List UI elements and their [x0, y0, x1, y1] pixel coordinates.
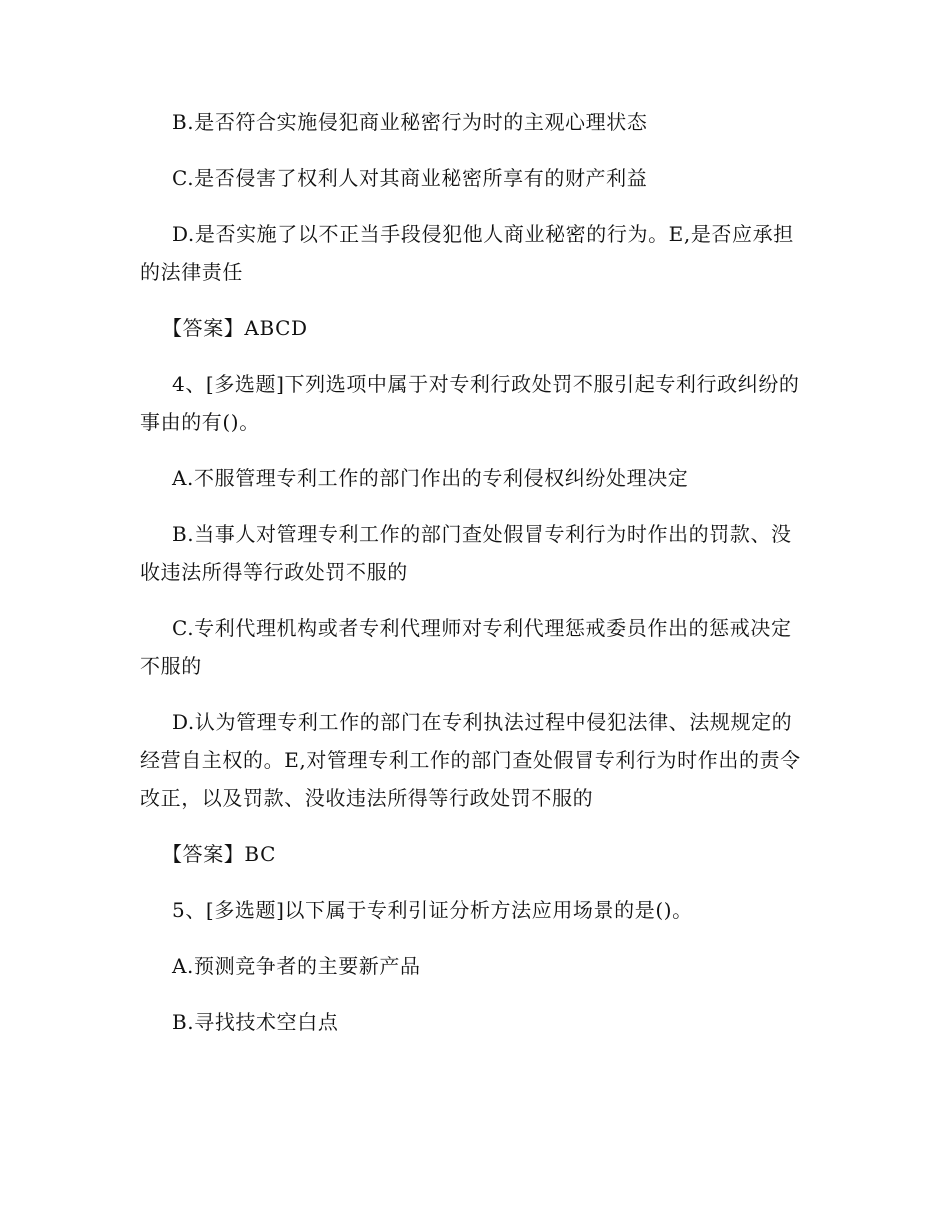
q4-question: 4、[多选题]下列选项中属于对专利行政处罚不服引起专利行政纠纷的事由的有()。 — [140, 372, 800, 434]
q4-option-a: A.不服管理专利工作的部门作出的专利侵权纠纷处理决定 — [172, 466, 689, 490]
q5-option-a: A.预测竞争者的主要新产品 — [172, 954, 421, 978]
document-body — [140, 103, 810, 1059]
q3-answer: 【答案】ABCD — [162, 316, 308, 340]
q3-option-b: B.是否符合实施侵犯商业秘密行为时的主观心理状态 — [172, 110, 648, 134]
q4-option-c: C.专利代理机构或者专利代理师对专利代理惩戒委员作出的惩戒决定不服的 — [140, 616, 792, 678]
q3-option-c: C.是否侵害了权利人对其商业秘密所享有的财产利益 — [172, 166, 648, 190]
q5-question: 5、[多选题]以下属于专利引证分析方法应用场景的是()。 — [172, 898, 693, 922]
q4-answer: 【答案】BC — [162, 842, 276, 866]
q4-option-b: B.当事人对管理专利工作的部门查处假冒专利行为时作出的罚款、没收违法所得等行政处罚不服的 — [140, 522, 792, 584]
q4-option-d: D.认为管理专利工作的部门在专利执法过程中侵犯法律、法规规定的经营自主权的。E,对管理专利工作的部门查处假冒专利行为时作出的责令改正，以及罚款、没收违法所得等行政处罚不服的 — [140, 710, 801, 810]
q5-option-b: B.寻找技术空白点 — [172, 1010, 339, 1034]
q3-option-d: D.是否实施了以不正当手段侵犯他人商业秘密的行为。E,是否应承担的法律责任 — [140, 222, 794, 284]
